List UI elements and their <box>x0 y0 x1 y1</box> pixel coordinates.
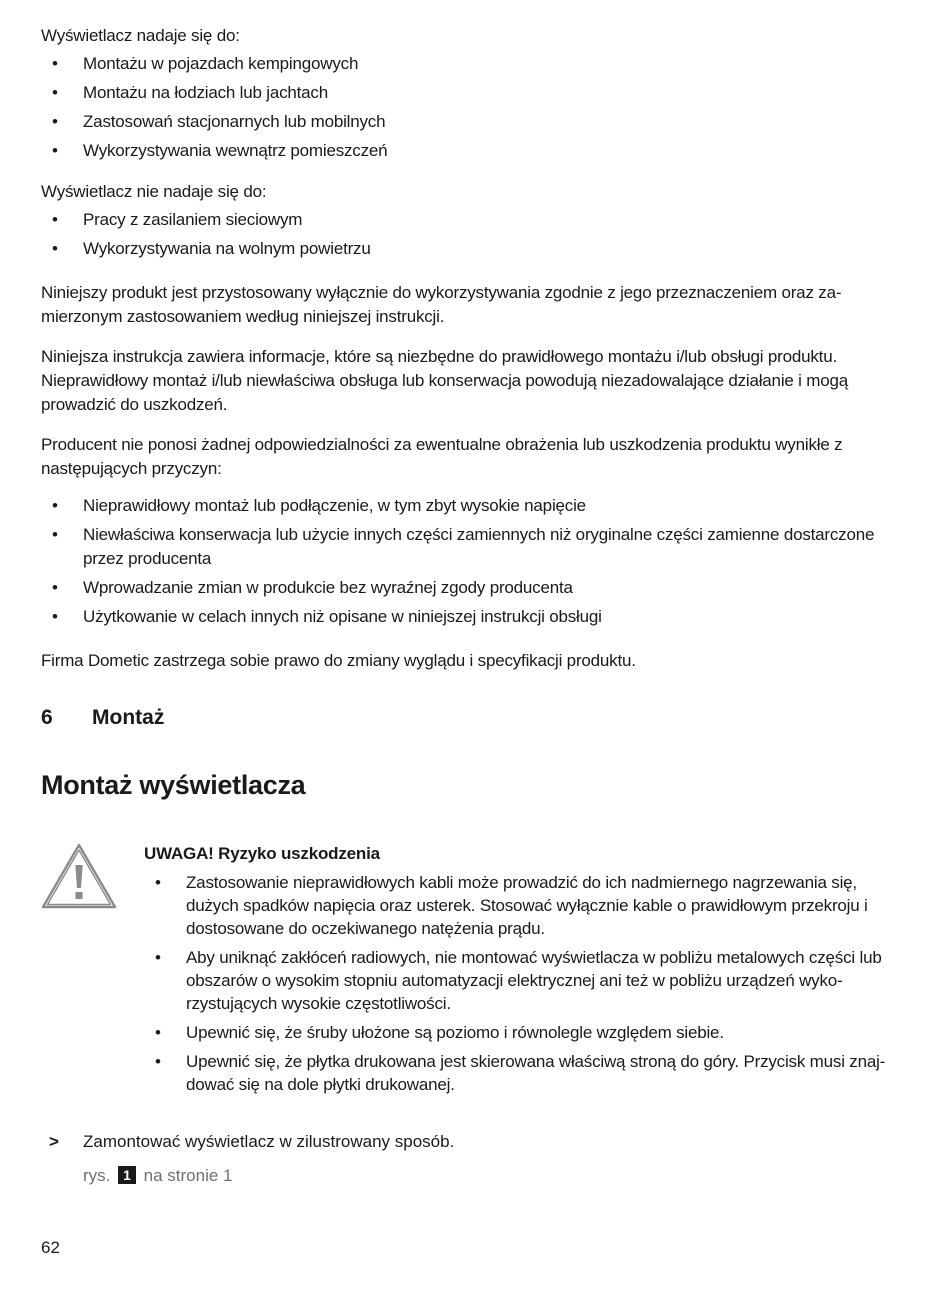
page-title: Montaż wyświetlacza <box>41 770 306 800</box>
suitable-intro: Wyświetlacz nadaje się do: <box>41 26 240 45</box>
section-title: Montaż <box>92 706 165 729</box>
suitable-section <box>41 24 911 168</box>
list-item: • Pracy z zasilaniem sieciowym <box>52 210 303 229</box>
instructions-paragraph: Niniejsza instrukcja zawiera informacje, które są niezbędne do prawidłowego montażu i/lub obsługi produktu. Nieprawidłowy montaż i/lub niewłaściwa obsługa lub konserwacja powodują niezadowalające działanie i mogą prowadzić do uszkodzeń. <box>41 347 848 414</box>
warning-list <box>144 871 914 1096</box>
list-item: • Nieprawidłowy montaż lub podłączenie, w tym zbyt wysokie napięcie <box>52 496 586 515</box>
figure-suffix: na stronie 1 <box>143 1166 233 1185</box>
liability-list <box>41 494 911 634</box>
section-heading <box>41 706 164 730</box>
list-item: • Montażu w pojazdach kempingowych <box>52 54 359 73</box>
instruction-step <box>41 1130 454 1154</box>
list-item: • Zastosowanie nieprawidłowych kabli może prowadzić do ich nadmiernego nagrzewania się, dużych spadków napięcia oraz usterek. Stosować wyłącznie kable o prawidłowym przekroju i dostosowane do oczekiwanego natężenia prądu. <box>155 873 868 938</box>
liability-paragraph: Producent nie ponosi żadnej odpowiedzialności za ewentualne obrażenia lub uszkodzenia produktu wynikłe z następujących przyczyn: <box>41 435 843 478</box>
list-item: • Upewnić się, że śruby ułożone są poziomo i równolegle względem siebie. <box>155 1023 724 1042</box>
list-item: • Zastosowań stacjonarnych lub mobilnych <box>52 112 386 131</box>
list-item: • Użytkowanie w celach innych niż opisane w niniejszej instrukcji obsługi <box>52 607 602 626</box>
suitable-list <box>41 52 911 163</box>
step-text: Zamontować wyświetlacz w zilustrowany sposób. <box>83 1132 455 1151</box>
list-item: • Wykorzystywania wewnątrz pomieszczeń <box>52 141 388 160</box>
not-suitable-intro: Wyświetlacz nie nadaje się do: <box>41 182 267 201</box>
step-marker: > <box>49 1132 59 1151</box>
warning-triangle-icon <box>41 843 117 909</box>
list-item: • Upewnić się, że płytka drukowana jest skierowana właściwą stroną do góry. Przycisk musi znaj-dować się na dole płytki drukowanej. <box>155 1052 886 1094</box>
figure-reference <box>83 1164 233 1188</box>
page-number: 62 <box>41 1238 60 1257</box>
warning-title: UWAGA! Ryzyko uszkodzenia <box>144 844 380 863</box>
list-item: • Wprowadzanie zmian w produkcie bez wyraźnej zgody producenta <box>52 578 573 597</box>
list-item: • Montażu na łodziach lub jachtach <box>52 83 328 102</box>
figure-number-badge: 1 <box>118 1166 136 1184</box>
not-suitable-list <box>41 208 911 261</box>
list-item: • Wykorzystywania na wolnym powietrzu <box>52 239 371 258</box>
not-suitable-section <box>41 180 911 266</box>
list-item: • Niewłaściwa konserwacja lub użycie innych części zamiennych niż oryginalne części zamienne dostarczone przez producenta <box>52 525 875 568</box>
dometic-note: Firma Dometic zastrzega sobie prawo do zmiany wyglądu i specyfikacji produktu. <box>41 651 636 670</box>
intended-use-paragraph: Niniejszy produkt jest przystosowany wyłącznie do wykorzystywania zgodnie z jego przeznaczeniem oraz za-mierzonym zastosowaniem według niniejszej instrukcji. <box>41 283 842 326</box>
warning-box <box>144 842 914 1102</box>
section-number: 6 <box>41 706 53 729</box>
figure-prefix: rys. <box>83 1166 111 1185</box>
list-item: • Aby uniknąć zakłóceń radiowych, nie montować wyświetlacza w pobliżu metalowych części lub obszarów o wysokim stopniu automatyzacji elektrycznej ani też w pobliżu urządzeń wyko-rzystujących wysokie częstotliwości. <box>155 948 882 1013</box>
